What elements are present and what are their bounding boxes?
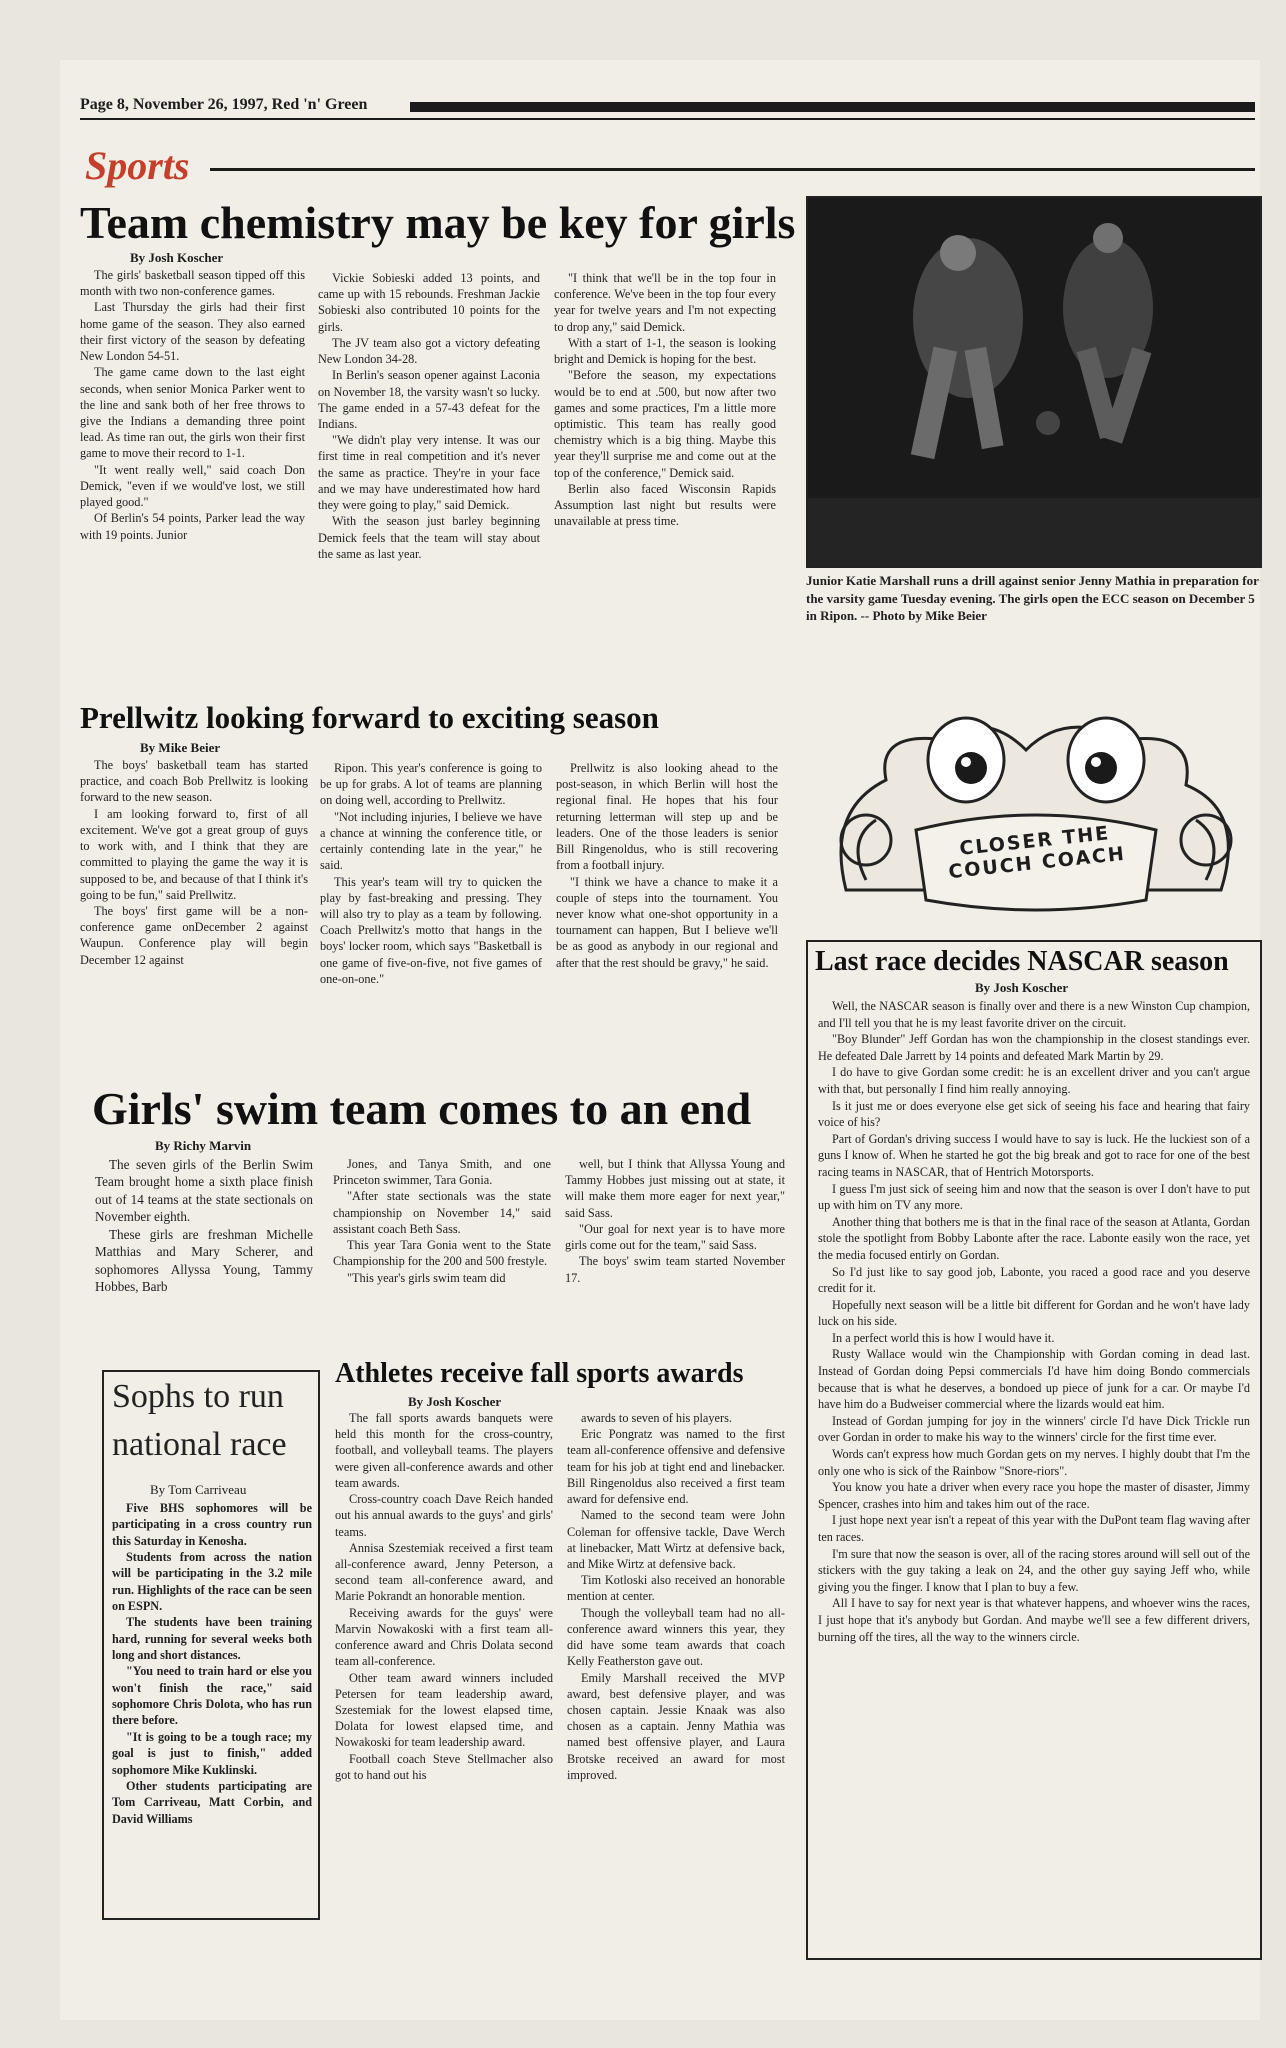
paragraph: Last Thursday the girls had their first home game of the season. They also earned their first victory of the season by defeating New London 54-51. [80, 300, 305, 364]
article2-col3 [556, 760, 778, 971]
paragraph: Other students participating are Tom Carriveau, Matt Corbin, and David Williams [112, 1778, 312, 1826]
paragraph: "It went really well," said coach Don Demick, "even if we would've lost, we still played good." [80, 462, 305, 510]
byline-article5: By Josh Koscher [408, 1394, 502, 1409]
paragraph: In Berlin's season opener against Laconia on November 18, the varsity wasn't so lucky. The game ended in a 57-43 defeat for the Indians. [318, 368, 540, 431]
paragraph: Of Berlin's 54 points, Parker lead the way with 19 points. Junior [80, 511, 305, 542]
paragraph: This year Tara Gonia went to the State Championship for the 200 and 500 frestyle. [333, 1238, 551, 1269]
paragraph: Words can't express how much Gordan gets on my nerves. I highly doubt that I'm the only one who is sick of the Rainbow "Snore-riors". [818, 1447, 1250, 1478]
sophs-headline-1: Sophs to run [112, 1378, 284, 1415]
article5-col1 [335, 1410, 553, 1783]
paragraph: "Before the season, my expectations would be to end at .500, but now after two games and some practices, I'm a little more optimistic. This team has really good chemistry which is a big thing. Maybe this year they'll surprise me and come out at the top of the conference," Demick said. [554, 368, 776, 480]
paragraph: awards to seven of his players. [581, 1411, 732, 1425]
paragraph: Instead of Gordan jumping for joy in the winners' circle I'd have Dick Trickle run over Gordan in order to make his way to the winners' circle for the first time ever. [818, 1413, 1250, 1445]
byline-article1: By Josh Koscher [130, 250, 224, 265]
article1-col1 [80, 267, 305, 543]
paragraph: Annisa Szestemiak received a first team all-conference award, Jenny Peterson, a second team all-conference award, and Marie Pokrandt an honorable mention. [335, 1540, 553, 1604]
paragraph: This year's team will try to quicken the play by fast-breaking and pressing. They will also try to play as a team by following. Coach Prellwitz's motto that hangs in the boys' locker room, which says "Basketball is one game of five-on-five, not five games of one-on-one." [320, 874, 542, 986]
paragraph: The students have been training hard, running for several weeks both long and short distances. [112, 1615, 312, 1663]
paragraph: well, but I think that Allyssa Young and Tammy Hobbes just missing out at state, it will make them more eager for next year," said Sass. [565, 1157, 785, 1220]
paragraph: The fall sports awards banquets were held this month for the cross-country, football, and volleyball teams. The players were given all-conference awards and other team awards. [335, 1411, 553, 1490]
paragraph: Tim Kotloski also received an honorable mention at center. [567, 1573, 785, 1604]
paragraph: "It is going to be a tough race; my goal is just to finish," added sophomore Mike Kuklinski. [112, 1729, 312, 1777]
couch-coach-cartoon [806, 690, 1262, 930]
paragraph: "This year's girls swim team did [347, 1270, 506, 1285]
paragraph: All I have to say for next year is that whatever happens, and whoever wins the races, I just hope that it's anybody but Gordan. And maybe we'll see a few different drivers, burning off the tires, all the way to the winners circle. [818, 1596, 1250, 1644]
paragraph: "Boy Blunder" Jeff Gordan has won the championship in the closest standings ever. He defeated Dale Jarrett by 14 points and defeated Mark Martin by 29. [818, 1032, 1250, 1063]
headline-awards: Athletes receive fall sports awards [335, 1358, 744, 1389]
photo-caption: Junior Katie Marshall runs a drill against senior Jenny Mathia in preparation for the varsity game Tuesday evening. The girls open the ECC season on December 5 in Ripon. -- Photo by Mike Beier [806, 573, 1259, 624]
paragraph: Rusty Wallace would win the Championship with Gordan coming in dead last. Instead of Gordan doing Pepsi commercials I'd have him doing Bondo commercials because that is what he deserves, a bondoed up piece of junk for a car. Or maybe I'd have him do a Budweiser commercial where the lizards would eat him. [818, 1347, 1250, 1412]
paragraph: The boys' basketball team has started practice, and coach Bob Prellwitz is looking forward to the new season. [80, 758, 308, 805]
basketball-photo [806, 196, 1262, 568]
page-header [80, 96, 1255, 114]
paragraph: Another thing that bothers me is that in the final race of the season at Atlanta, Gordan stole the spotlight from Bobby Labonte after the race. Labonte easily won the race, yet the media focused entirly on Gordan. [818, 1214, 1250, 1262]
paragraph: With a start of 1-1, the season is looking bright and Demick is hoping for the best. [554, 335, 776, 367]
paragraph: I just hope next year isn't a repeat of this year with the DuPont team flag waving after ten races. [818, 1513, 1250, 1544]
paragraph: These girls are freshman Michelle Matthias and Mary Scherer, and sophomores Allyssa Young, Tammy Hobbes, Barb [95, 1226, 313, 1294]
paragraph: Named to the second team were John Coleman for offensive tackle, Dave Werch at linebacker, Matt Wirtz at defensive back, and Mike Wirtz at defensive back. [567, 1508, 785, 1571]
paragraph: With the season just barley beginning Demick feels that the team will stay about the same as last year. [318, 514, 540, 561]
sophs-text [112, 1500, 312, 1827]
paragraph: "Not including injuries, I believe we have a chance at winning the conference title, or certainly contending late in the year," he said. [320, 809, 542, 873]
paragraph: "I think we have a chance to make it a couple of steps into the tournament. You never know what one-shot opportunity in a tournament can happen, But I believe we'll be as good as anybody in our regional and after that the rest should be gravy," he said. [556, 874, 778, 970]
paragraph: I'm sure that now the season is over, all of the racing stores around will sell out of the stickers with the guy taking a leak on 24, and the other guy saying Jeff who, while giving you the finger. I know that I plan to buy a few. [818, 1546, 1250, 1594]
paragraph: In a perfect world this is how I would have it. [832, 1330, 1055, 1345]
paragraph: Vickie Sobieski added 13 points, and came up with 15 rebounds. Freshman Jackie Sobieski also contributed 10 points for the girls. [318, 271, 540, 334]
sophs-headline-2: national race [112, 1426, 287, 1463]
paragraph: I guess I'm just sick of seeing him and now that the season is over I don't have to put up with him on TV any more. [818, 1181, 1250, 1213]
paragraph: I do have to give Gordan some credit: he is an excellent driver and you can't argue with that, but personally I find him really annoying. [818, 1065, 1250, 1096]
paragraph: Part of Gordan's driving success I would have to say is luck. He the luckiest son of a guns I know of. When he started he got the big break and got to race for one of the best racing teams in NASCAR, that of Hentrich Motorsports. [818, 1131, 1250, 1179]
nascar-text [818, 998, 1250, 1645]
players-illustration [808, 198, 1260, 566]
paragraph: The JV team also got a victory defeating New London 34-28. [318, 335, 540, 367]
article5-col2 [567, 1410, 785, 1783]
paragraph: The boys' swim team started November 17. [565, 1254, 785, 1285]
byline-article2: By Mike Beier [140, 740, 221, 755]
paragraph: The seven girls of the Berlin Swim Team brought home a sixth place finish out of 14 teams at the state sectionals on November eighth. [95, 1157, 313, 1225]
article1-col3 [554, 270, 776, 530]
byline-sidebar: By Tom Carriveau [150, 1482, 247, 1497]
article2-col1 [80, 757, 308, 968]
cartoon-lettering: CLOSER THE COUCH COACH [947, 822, 1127, 884]
byline-article4: By Josh Koscher [975, 980, 1069, 995]
paragraph: Well, the NASCAR season is finally over and there is a new Winston Cup champion, and I'll tell you that he is my least favorite driver on the circuit. [818, 999, 1250, 1030]
paragraph: Students from across the nation will be participating in the 3.2 mile run. Highlights of the race can be seen on ESPN. [112, 1550, 312, 1614]
header-rule [80, 118, 1255, 120]
paragraph: "After state sectionals was the state championship on November 14," said assistant coach Beth Sass. [333, 1189, 551, 1236]
paragraph: "You need to train hard or else you won't finish the race," said sophomore Chris Dolota, who has run there before. [112, 1664, 312, 1728]
paragraph: Five BHS sophomores will be participating in a cross country run this Saturday in Kenosha. [112, 1501, 312, 1548]
paragraph: Ripon. This year's conference is going to be up for grabs. A lot of teams are planning on doing well, according to Prellwitz. [320, 761, 542, 808]
headline-prellwitz: Prellwitz looking forward to exciting season [80, 700, 659, 735]
headline-team-chemistry: Team chemistry may be key for girls [80, 197, 796, 248]
page-line: Page 8, November 26, 1997, Red 'n' Green [80, 96, 368, 113]
byline-article3: By Richy Marvin [155, 1138, 252, 1153]
paragraph: Other team award winners included Petersen for team leadership award, Szestemiak for the lowest elapsed time, Dolata for lowest elapsed time, and Nowakoski for team leadership award. [335, 1670, 553, 1750]
article2-col2 [320, 760, 542, 987]
paragraph: Is it just me or does everyone else get sick of seeing his face and hearing that fairy voice of his? [818, 1098, 1250, 1130]
paragraph: Jones, and Tanya Smith, and one Princeton swimmer, Tara Gonia. [333, 1157, 551, 1188]
article3-col1 [95, 1156, 313, 1295]
paragraph: The girls' basketball season tipped off this month with two non-conference games. [80, 268, 305, 299]
paragraph: I am looking forward to, first of all excitement. We've got a great group of guys to work with, and I think that they are committed to playing the game the way it is supposed to be, and because of that I think it's going to be fun," said Prellwitz. [80, 806, 308, 902]
paragraph: Emily Marshall received the MVP award, best defensive player, and was chosen captain. Jessie Knaak was also chosen as a captain. Jenny Mathia was named best offensive player, and Laura Brotske received an award for most improved. [567, 1670, 785, 1782]
paragraph: The game came down to the last eight seconds, when senior Monica Parker went to the line and sank both of her free throws to give the Indians a demanding three point lead. As time ran out, the girls won their first game to move their record to 1-1. [80, 365, 305, 461]
paragraph: Eric Pongratz was named to the first team all-conference offensive and defensive team for his job at tight end and linebacker. Bill Ringenoldus also received a first team award for defensive end. [567, 1427, 785, 1507]
paragraph: "I think that we'll be in the top four in conference. We've been in the top four every year for twelve years and I'm not expecting to drop any," said Demick. [554, 271, 776, 334]
paragraph: You know you hate a driver when every race you hope the master of disaster, Jimmy Spencer, crashes into him and takes him out of the race. [818, 1480, 1250, 1511]
paragraph: "We didn't play very intense. It was our first time in real competition and it's never the same as practice. They're in your face and we may have underestimated how hard they were going to play," said Demick. [318, 433, 540, 513]
section-title: Sports [85, 143, 190, 188]
article3-col3 [565, 1156, 785, 1286]
paragraph: The boys' first game will be a non-conference game onDecember 2 against Waupun. Conference play will begin December 12 against [80, 903, 308, 967]
article1-col2 [318, 270, 540, 562]
headline-swim: Girls' swim team comes to an end [92, 1083, 752, 1134]
paragraph: Football coach Steve Stellmacher also got to hand out his [335, 1751, 553, 1782]
paragraph: So I'd just like to say good job, Labonte, you raced a good race and you deserve credit for it. [818, 1264, 1250, 1296]
paragraph: Hopefully next season will be a little bit different for Gordan and he won't have lady luck on his side. [818, 1297, 1250, 1329]
header-bar [410, 102, 1255, 112]
article3-col2 [333, 1156, 551, 1286]
cartoon-drawing [806, 690, 1262, 930]
headline-nascar: Last race decides NASCAR season [815, 946, 1229, 977]
section-rule [210, 168, 1255, 171]
paragraph: Berlin also faced Wisconsin Rapids Assumption last night but results were unavailable at press time. [554, 481, 776, 529]
paragraph: "Our goal for next year is to have more girls come out for the team," said Sass. [565, 1221, 785, 1253]
paragraph: Receiving awards for the guys' were Marvin Nowakoski with a first team all-conference award and Chris Dolata second team all-conference. [335, 1605, 553, 1669]
paragraph: Cross-country coach Dave Reich handed out his annual awards to the guys' and girls' teams. [335, 1492, 553, 1539]
paragraph: Prellwitz is also looking ahead to the post-season, in which Berlin will host the regional final. He hopes that his four returning letterman will step up and be leaders. One of the those leaders is senior Bill Ringenoldus, who is still recovering from a football injury. [556, 761, 778, 873]
paragraph: Though the volleyball team had no all-conference award winners this year, they did have some team awards that coach Kelly Featherston gave out. [567, 1605, 785, 1669]
